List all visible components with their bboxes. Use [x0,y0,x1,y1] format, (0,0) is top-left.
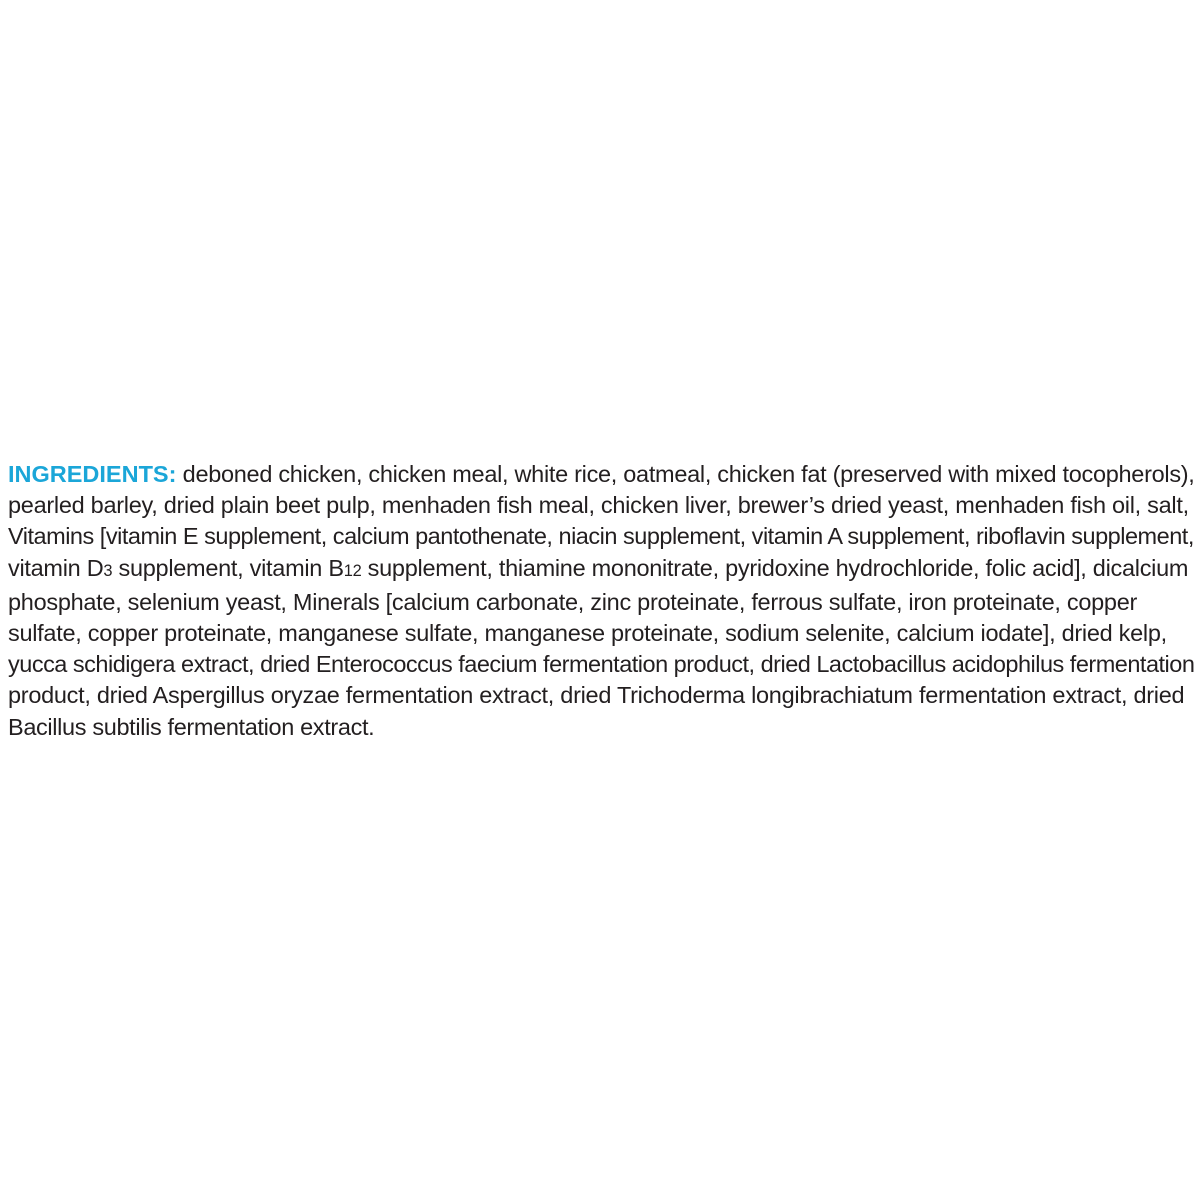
ingredients-line-3: Vitamins [vitamin E supplement, calcium pantothenate, niacin supplement, vitamin A supplement, riboflavin supplement, [8,523,1194,550]
ingredients-line-4 [8,553,1198,587]
ingredients-line-7: yucca schidigera extract, dried Enterococcus faecium fermentation product, dried Lactobacillus acidophilus fermentation [8,651,1195,678]
ingredients-line-1 [8,459,1198,490]
ingredients-line-8: product, dried Aspergillus oryzae fermentation extract, dried Trichoderma longibrachiatum fermentation extract, dried [8,682,1185,709]
ingredients-statement [8,459,1198,743]
ingredients-line-6: sulfate, copper proteinate, manganese sulfate, manganese proteinate, sodium selenite, calcium iodate], dried kelp, [8,620,1167,647]
ingredients-text: deboned chicken, chicken meal, white rice, oatmeal, chicken fat (preserved with mixed tocopherols), [176,461,1195,487]
subscript-12: 12 [343,561,362,580]
ingredients-text: supplement, vitamin B [112,554,344,581]
ingredients-text: vitamin D [8,554,104,581]
ingredients-line-2: pearled barley, dried plain beet pulp, menhaden fish meal, chicken liver, brewer’s dried yeast, menhaden fish oil, salt, [8,492,1189,519]
ingredients-heading: INGREDIENTS: [8,461,177,487]
ingredients-text: supplement, thiamine mononitrate, pyridoxine hydrochloride, folic acid], dicalcium [361,554,1189,581]
ingredients-line-5: phosphate, selenium yeast, Minerals [calcium carbonate, zinc proteinate, ferrous sulfate, iron proteinate, copper [8,588,1138,615]
subscript-3: 3 [103,561,113,580]
ingredients-line-9: Bacillus subtilis fermentation extract. [8,713,375,740]
